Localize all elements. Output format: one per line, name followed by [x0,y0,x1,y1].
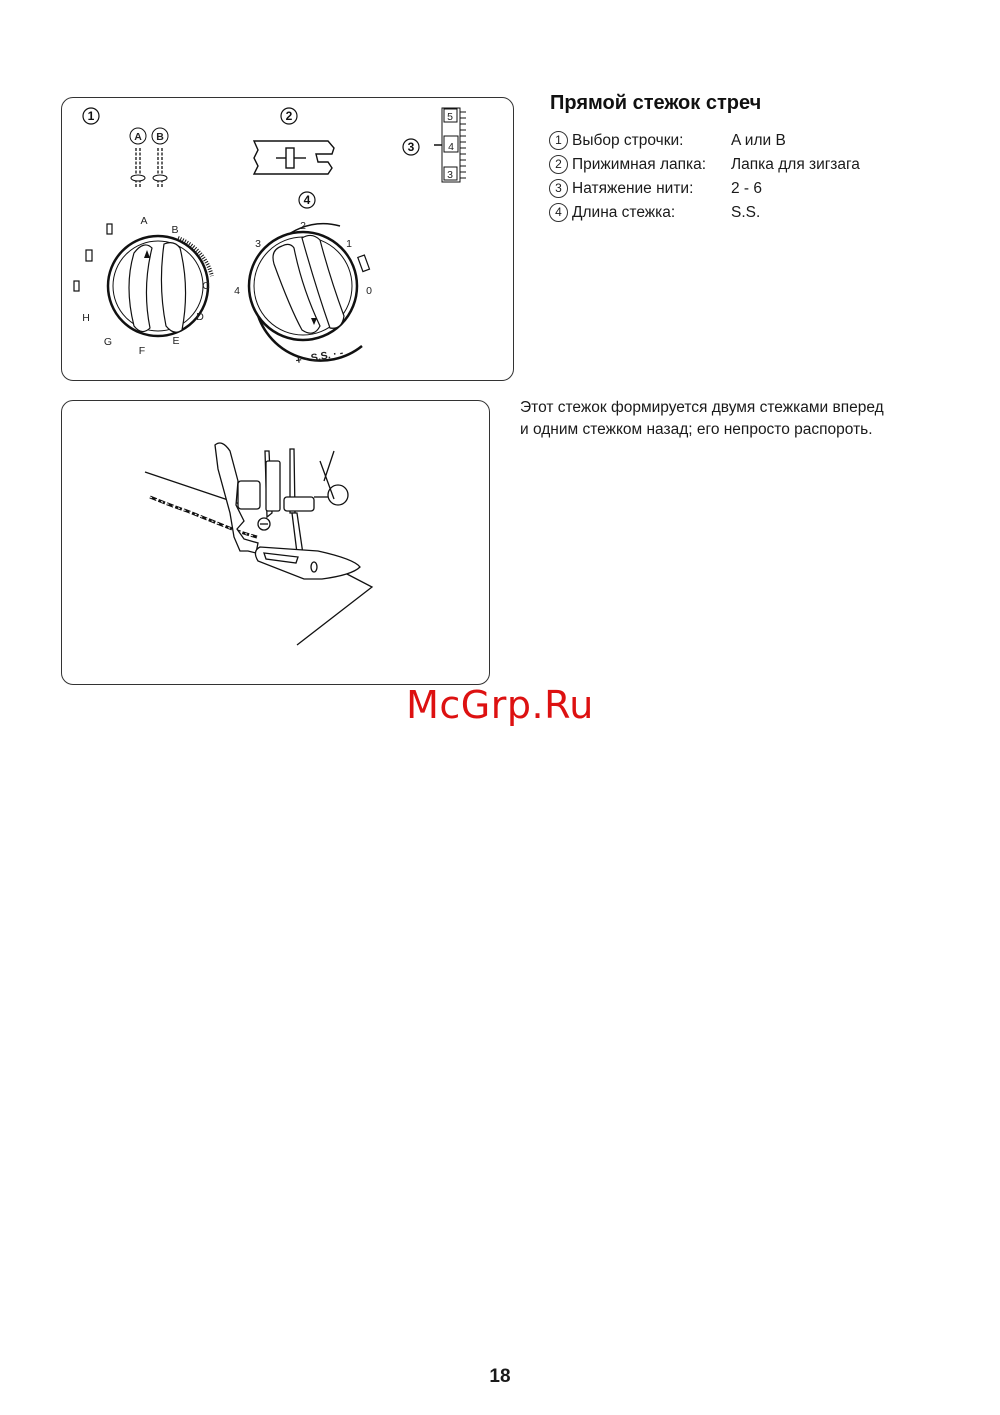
setting-value: S.S. [731,204,761,221]
settings-diagram-panel [61,97,514,381]
stitch-description [520,397,950,441]
setting-value: 2 - 6 [731,180,763,197]
watermark: McGrp.Ru [406,683,594,727]
setting-number: 3 [549,179,568,198]
length-label-4: 4 [234,285,240,297]
dial-label-g: G [103,336,113,348]
dial-label-d: D [196,311,204,323]
pattern-b-icon [152,128,168,188]
stitch-length-dial [234,220,372,367]
setting-row [549,177,763,201]
setting-row [549,153,860,177]
dial-label-e: E [172,335,180,347]
length-label-3: 3 [255,238,261,250]
setting-row [549,201,761,225]
length-label-0: 0 [366,285,372,297]
sewing-illustration-panel [61,400,490,685]
setting-row [549,129,786,153]
tension-4: 4 [448,141,454,153]
settings-list [549,129,860,225]
description-line: и одним стежком назад; его непросто распороть. [520,421,873,438]
setting-label: Натяжение нити: [572,180,694,197]
setting-number: 1 [549,131,568,150]
dial-label-f: F [138,345,146,357]
presser-foot-illustration [62,401,489,684]
page-title: Прямой стежок стреч [550,92,762,114]
tension-scale [434,108,466,182]
description-line: Этот стежок формируется двумя стежками вперед [520,399,884,416]
setting-value: A или B [731,132,786,149]
dial-label-h: H [82,312,90,324]
callout-3: 3 [407,140,415,154]
length-ss-mark: + · S.S. · - [294,346,345,368]
setting-label: Выбор строчки: [572,132,684,149]
setting-number: 2 [549,155,568,174]
presser-foot [215,443,360,579]
page-number: 18 [489,1366,511,1387]
pattern-a-icon [130,128,146,188]
tension-3: 3 [447,169,453,181]
dial-label-b: B [171,224,179,236]
dial-label-a: A [140,215,148,227]
setting-label: Прижимная лапка: [572,156,707,173]
length-label-2: 2 [300,220,306,232]
pattern-a-letter: A [134,131,142,143]
settings-diagram [62,98,513,380]
setting-number: 4 [549,203,568,222]
dial-label-c: C [202,280,210,292]
length-label-1: 1 [346,238,352,250]
callout-2: 2 [285,109,293,123]
zigzag-foot-icon [254,141,334,174]
tension-5: 5 [447,111,453,123]
stitch-selector-dial [74,215,212,357]
setting-label: Длина стежка: [572,204,676,221]
pattern-b-letter: B [156,131,164,143]
callout-1: 1 [87,109,95,123]
callout-4: 4 [303,193,311,207]
setting-value: Лапка для зигзага [731,156,860,173]
